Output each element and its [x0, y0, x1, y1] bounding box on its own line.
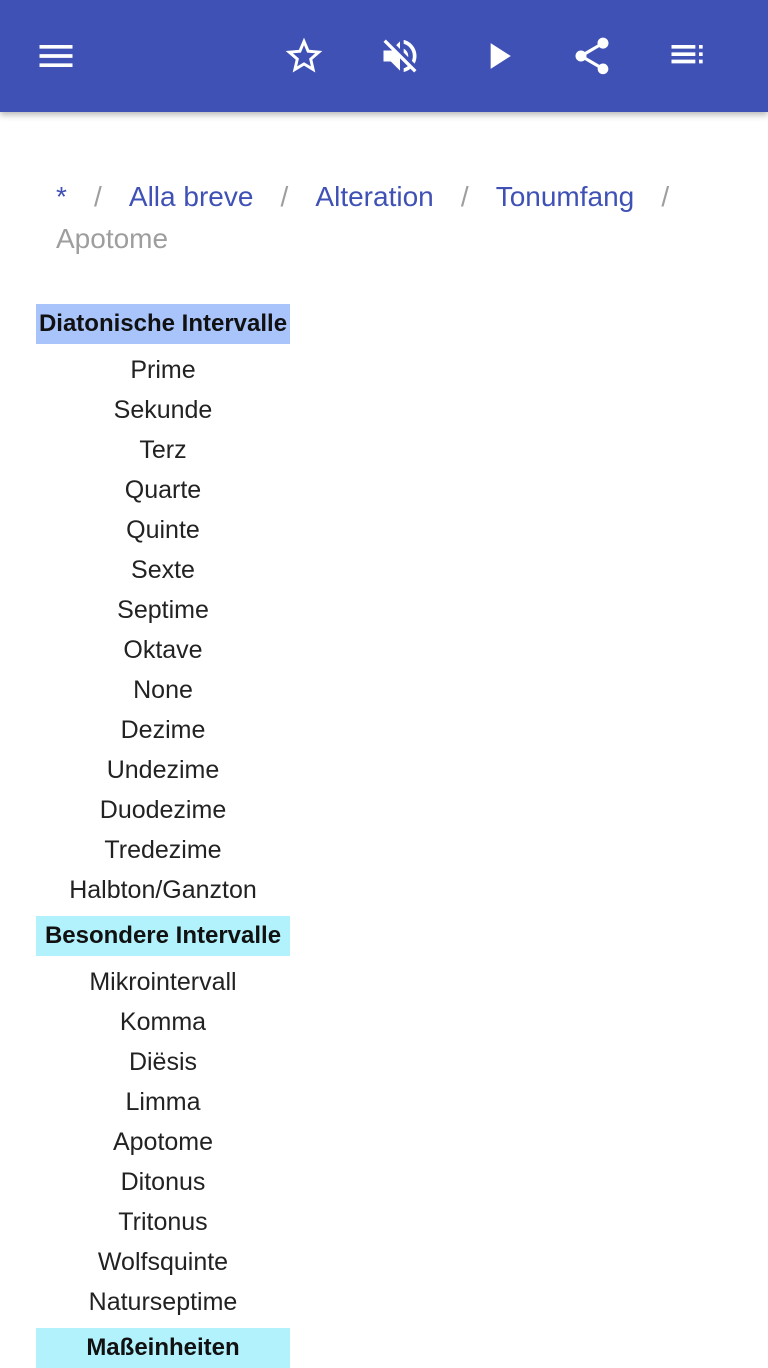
interval-link-tredezime[interactable]: Tredezime — [104, 836, 222, 864]
section-header-diatonic: Diatonische Intervalle — [36, 304, 290, 344]
interval-link-halbton-ganzton[interactable]: Halbton/Ganzton — [69, 876, 257, 904]
breadcrumb — [56, 176, 736, 260]
play-icon — [476, 34, 520, 78]
breadcrumb-current: Apotome — [56, 223, 169, 254]
favorite-button[interactable] — [264, 16, 344, 96]
menu-button[interactable] — [16, 16, 96, 96]
table-of-contents-button[interactable] — [648, 16, 728, 96]
app-toolbar — [0, 0, 768, 112]
interval-link-tritonus[interactable]: Tritonus — [118, 1208, 208, 1236]
volume-off-icon — [378, 34, 422, 78]
breadcrumb-link-home[interactable]: * — [56, 181, 67, 212]
interval-link-quinte[interactable]: Quinte — [126, 516, 200, 544]
playlist-icon — [666, 34, 710, 78]
share-button[interactable] — [552, 16, 632, 96]
breadcrumb-link-alla-breve[interactable]: Alla breve — [128, 181, 254, 212]
breadcrumb-separator: / — [460, 181, 469, 212]
interval-link-undezime[interactable]: Undezime — [106, 756, 220, 784]
interval-link-diesis[interactable]: Diësis — [128, 1048, 198, 1076]
interval-link-dezime[interactable]: Dezime — [120, 716, 206, 744]
breadcrumb-separator: / — [661, 181, 670, 212]
star-outline-icon — [282, 34, 326, 78]
interval-link-komma[interactable]: Komma — [119, 1008, 207, 1036]
interval-link-sexte[interactable]: Sexte — [131, 556, 195, 584]
play-button[interactable] — [458, 16, 538, 96]
section-header-special: Besondere Intervalle — [36, 916, 290, 956]
interval-link-none[interactable]: None — [133, 676, 193, 704]
breadcrumb-link-alteration[interactable]: Alteration — [315, 181, 434, 212]
interval-link-naturseptime[interactable]: Naturseptime — [88, 1288, 238, 1316]
interval-link-wolfsquinte[interactable]: Wolfsquinte — [97, 1248, 229, 1276]
content-area — [0, 112, 768, 1361]
interval-link-terz[interactable]: Terz — [139, 436, 187, 464]
mute-button[interactable] — [360, 16, 440, 96]
breadcrumb-separator: / — [94, 181, 102, 212]
section-header-units: Maßeinheiten — [36, 1328, 290, 1368]
interval-link-oktave[interactable]: Oktave — [123, 636, 203, 664]
interval-link-sekunde[interactable]: Sekunde — [113, 396, 213, 424]
interval-link-apotome[interactable]: Apotome — [112, 1128, 214, 1156]
menu-icon — [34, 34, 78, 78]
interval-navigation-table — [36, 304, 290, 1368]
interval-link-mikrointervall[interactable]: Mikrointervall — [89, 968, 237, 996]
breadcrumb-separator: / — [280, 181, 289, 212]
interval-link-quarte[interactable]: Quarte — [124, 476, 202, 504]
interval-link-limma[interactable]: Limma — [125, 1088, 201, 1116]
interval-link-prime[interactable]: Prime — [130, 356, 196, 384]
share-icon — [570, 34, 614, 78]
interval-link-duodezime[interactable]: Duodezime — [99, 796, 227, 824]
breadcrumb-link-tonumfang[interactable]: Tonumfang — [495, 181, 635, 212]
interval-link-septime[interactable]: Septime — [117, 596, 209, 624]
interval-link-ditonus[interactable]: Ditonus — [120, 1168, 206, 1196]
